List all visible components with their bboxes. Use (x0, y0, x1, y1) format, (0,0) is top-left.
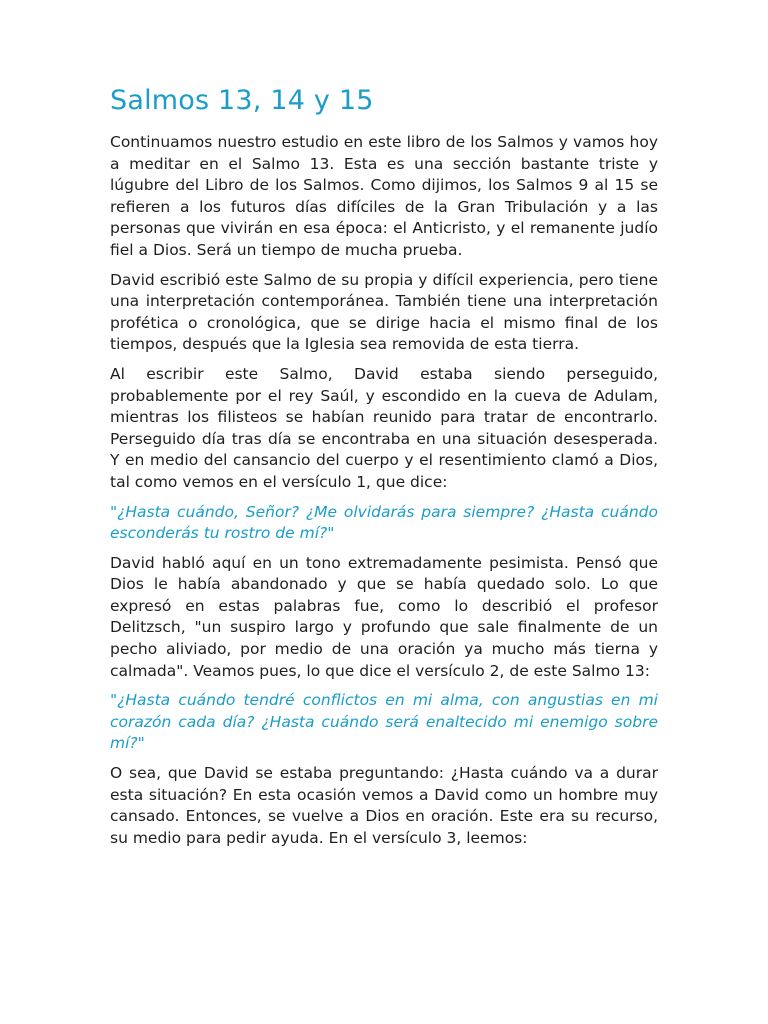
paragraph-delitzsch: David habló aquí en un tono extremadamente pesimista. Pensó que Dios le había abandonado y que se había quedado solo. Lo que expresó en estas palabras fue, como lo describió el profesor Delitzsch, "un suspiro largo y profundo que sale finalmente de un pecho aliviado, por medio de una oración ya mucho más tierna y calmada". Veamos pues, lo que dice el versículo 2, de este Salmo 13: (110, 553, 658, 680)
paragraph-intro: Continuamos nuestro estudio en este libro de los Salmos y vamos hoy a meditar en el Salmo 13. Esta es una sección bastante triste y lúgubre del Libro de los Salmos. Como dijimos, los Salmos 9 al 15 se refieren a los futuros días difíciles de la Gran Tribulación y a las personas que vivirán en esa época: el Anticristo, y el remanente judío fiel a Dios. Será un tiempo de mucha prueba. (110, 133, 658, 259)
paragraph-context: Al escribir este Salmo, David estaba siendo perseguido, probablemente por el rey Saúl, y escondido en la cueva de Adulam, mientras los filisteos se habían reunido para tratar de encontrarlo. Perseguido día tras día se encontraba en una situación desesperada. Y en medio del cansancio del cuerpo y el resentimiento clamó a Dios, tal como vemos en el versículo 1, que dice: (110, 364, 658, 491)
quote-verse-2: "¿Hasta cuándo tendré conflictos en mi alma, con angustias en mi corazón cada día? ¿Hasta cuándo será enaltecido mi enemigo sobre mí?" (110, 691, 658, 753)
page-title: Salmos 13, 14 y 15 (110, 85, 374, 116)
quote-verse-1: "¿Hasta cuándo, Señor? ¿Me olvidarás para siempre? ¿Hasta cuándo esconderás tu rostro de mí?" (110, 502, 658, 543)
document-page (110, 84, 658, 857)
paragraph-prayer: O sea, que David se estaba preguntando: ¿Hasta cuándo va a durar esta situación? En esta ocasión vemos a David como un hombre muy cansado. Entonces, se vuelve a Dios en oración. Este era su recurso, su medio para pedir ayuda. En el versículo 3, leemos: (110, 764, 658, 847)
paragraph-interpretation: David escribió este Salmo de su propia y difícil experiencia, pero tiene una interpretación contemporánea. También tiene una interpretación profética o cronológica, que se dirige hacia el mismo final de los tiempos, después que la Iglesia sea removida de esta tierra. (110, 270, 658, 354)
